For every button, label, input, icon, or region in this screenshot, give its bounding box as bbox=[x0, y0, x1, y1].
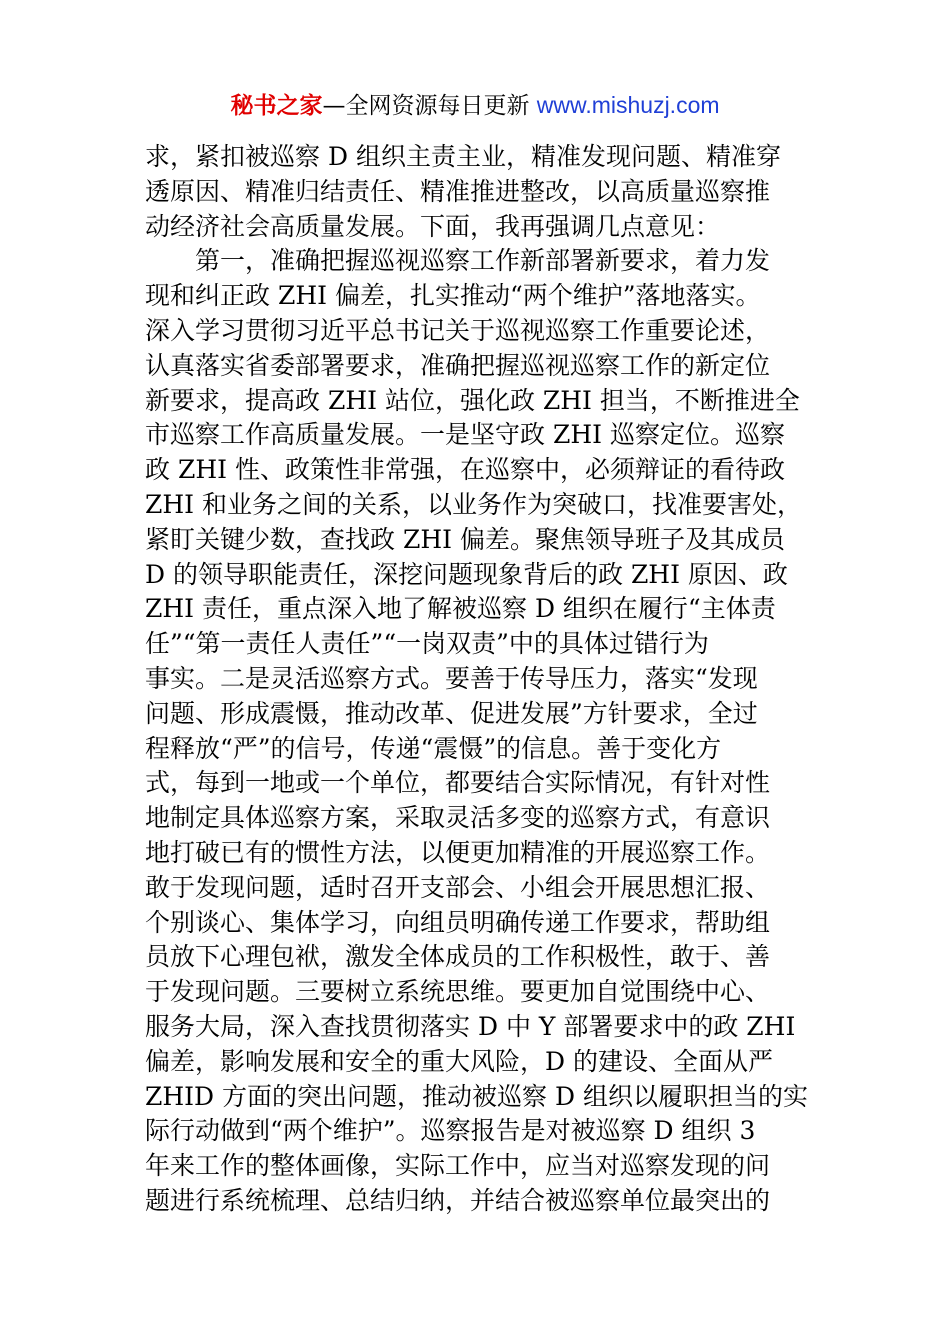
site-header bbox=[0, 88, 950, 123]
text-line: ZHI 责任，重点深入地了解被巡察 D 组织在履行“主体责 bbox=[145, 594, 776, 624]
text-line: D 的领导职能责任，深挖问题现象背后的政 ZHI 原因、政 bbox=[145, 559, 788, 589]
document-body bbox=[145, 140, 808, 1219]
text-line: 偏差，影响发展和安全的重大风险，D 的建设、全面从严 bbox=[145, 1046, 773, 1076]
site-url-link[interactable]: www.mishuzj.com bbox=[536, 92, 720, 118]
text-line: 第一，准确把握巡视巡察工作新部署新要求，着力发 bbox=[145, 246, 771, 276]
site-tagline: —全网资源每日更新 bbox=[322, 93, 537, 119]
text-line: 员放下心理包袱，激发全体成员的工作积极性，敢于、善 bbox=[145, 942, 771, 972]
text-line: 问题、形成震慑，推动改革、促进发展”方针要求，全过 bbox=[145, 698, 758, 728]
text-line: 地制定具体巡察方案，采取灵活多变的巡察方式，有意识 bbox=[145, 803, 771, 833]
text-line: 事实。二是灵活巡察方式。要善于传导压力，落实“发现 bbox=[145, 663, 758, 693]
text-line: 紧盯关键少数，查找政 ZHI 偏差。聚焦领导班子及其成员 bbox=[145, 524, 785, 554]
text-line: 际行动做到“两个维护”。巡察报告是对被巡察 D 组织 3 bbox=[145, 1116, 756, 1146]
text-line: 于发现问题。三要树立系统思维。要更加自觉围绕中心、 bbox=[145, 977, 771, 1007]
text-line: 敢于发现问题，适时召开支部会、小组会开展思想汇报、 bbox=[145, 872, 771, 902]
text-line: 题进行系统梳理、总结归纳，并结合被巡察单位最突出的 bbox=[145, 1185, 771, 1215]
text-line: 深入学习贯彻习近平总书记关于巡视巡察工作重要论述， bbox=[145, 315, 771, 345]
text-line: 地打破已有的惯性方法，以便更加精准的开展巡察工作。 bbox=[145, 837, 771, 867]
site-brand: 秘书之家 bbox=[230, 93, 323, 119]
text-line: 认真落实省委部署要求，准确把握巡视巡察工作的新定位 bbox=[145, 350, 771, 380]
text-line: 个别谈心、集体学习，向组员明确传递工作要求，帮助组 bbox=[145, 907, 771, 937]
text-line: 动经济社会高质量发展。下面，我再强调几点意见： bbox=[145, 211, 721, 241]
text-line: ZHID 方面的突出问题，推动被巡察 D 组织以履职担当的实 bbox=[145, 1081, 808, 1111]
text-line: 政 ZHI 性、政策性非常强，在巡察中，必须辩证的看待政 bbox=[145, 455, 785, 485]
text-line: 透原因、精准归结责任、精准推进整改，以高质量巡察推 bbox=[145, 176, 771, 206]
text-line: ZHI 和业务之间的关系，以业务作为突破口，找准要害处， bbox=[145, 489, 802, 519]
text-line: 市巡察工作高质量发展。一是坚守政 ZHI 巡察定位。巡察 bbox=[145, 420, 785, 450]
text-line: 程释放“严”的信号，传递“震慑”的信息。善于变化方 bbox=[145, 733, 722, 763]
text-line: 求，紧扣被巡察 D 组织主责主业，精准发现问题、精准穿 bbox=[145, 142, 781, 171]
text-line: 式，每到一地或一个单位，都要结合实际情况，有针对性 bbox=[145, 768, 771, 798]
text-line: 任”“第一责任人责任”“一岗双责”中的具体过错行为 bbox=[145, 629, 709, 659]
text-line: 新要求，提高政 ZHI 站位，强化政 ZHI 担当，不断推进全 bbox=[145, 385, 800, 415]
text-line: 年来工作的整体画像，实际工作中，应当对巡察发现的问 bbox=[145, 1151, 771, 1181]
text-line: 现和纠正政 ZHI 偏差，扎实推动“两个维护”落地落实。 bbox=[145, 281, 761, 311]
text-line: 服务大局，深入查找贯彻落实 D 中 Y 部署要求中的政 ZHI bbox=[145, 1011, 796, 1041]
